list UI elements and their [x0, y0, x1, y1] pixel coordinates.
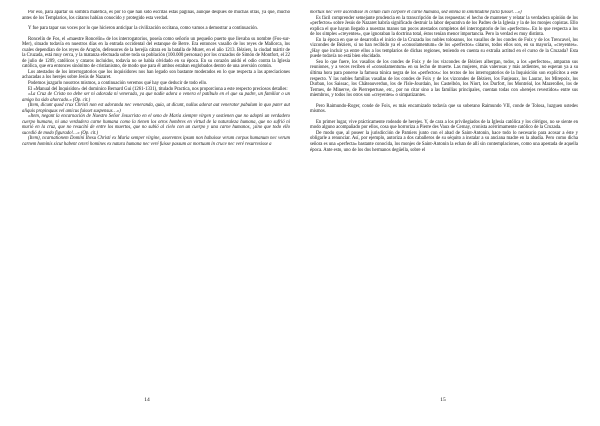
right-page [310, 10, 578, 414]
paragraph: Roncelín de Fos, el «maestre Roncelín» de los interrogatorios, poseía como señorío un pequeño puerto que llevaba su nombre (Fos-sur-Mer), situado todavía en nuestros días en la entrada occidental del estanque de Berre. Era entonces vasallo de los reyes de Mallorca, los cuales dependían de los reyes de Aragón, defensores de la herejía cátara en la batalla de Muret, en el año 1213. Béziers, la ciudad mártir de la Cruzada, está muy cerca, y la matanza efectuada sobre toda su población (100.000 personas) por los cruzados de Simón de Montfort, el 22 de julio de 1209, católicos y cataros incluidos, todavía no se había olvidado en su época. En su corazón anidó el odio contra la Iglesia católica, que era entonces sinónimo de cristianismo, de modo que para él ambos estaban englobados dentro de una aversión común. [22, 36, 290, 70]
page-number-right: 15 [440, 397, 446, 403]
latin-quote: (Item), ncarnationem Domini Ihesu Christi ex Maria semper virgine, asserentes ipsum non habuisse verum corpus humanum nec verum carnem hominis sicut habent ceteri homines ex natura humana nec veré fuisse passum ac mortuum in cruce nec veré resurrexisse a [22, 136, 290, 148]
latin-quote: (Item, dicunt quod crux Christi non est adoranda nec veneranda, quia, ut dicunt, nullus adorat aut venerator pabulum in quo pater aut aliquis propinquus vel amicus fuisset suspensus…») [22, 103, 290, 114]
latin-quote: mortuis nec veré ascendisse in celum cum corpore et carne humana, sed omnia in similitudine facta fuisse!…») [310, 10, 522, 15]
paragraph: El «Manual del Inquisidor» del dominico Bernard Gui (1261-1331), titulado Practica, nos proporciona a este respecto preciosos detalles: [28, 86, 288, 92]
paragraph: Y fue para tapar sus voces por lo que hicieron anticipar la civilización occitana, como vamos a demostrar a continuación. [28, 26, 258, 32]
paragraph: En la época en que se desarrolla el inicio de la Cruzada los nobles tolosanos, los vasallos de los condes de Foix y de los Trencavel, los vizcondes de Béziers, si no han recibido ya el «consolamentum» de los «perfectos» cátaros, todos ellos son, en su mayoría, «creyentes». ¿Hay que incluir ya entre ellos a los templarios de dichas regiones, teniendo en cuenta su extraña actitud en el curso de la Cruzada? Esta puede todavía no está bien elucidado. [310, 37, 578, 60]
quote-paragraph: «La Cruz de Cristo no debe ser ni adorada ni venerada, ya que nadie adora o venera el patíbulo en el que su padre, un familiar o un amigo ha sido ahorcado.» (Op. cit.) [22, 92, 290, 103]
left-page [22, 10, 290, 414]
paragraph: Por eso, para apartar su sombra maléfica, es por lo que han sido escritas estas páginas, aunque después de muchas otras, ya que, mucho antes de los Templarios, los cátaros habían conocido y protegido esta verdad. [22, 10, 290, 21]
paragraph: Pero Raimundo-Roger, conde de Foix, es más encarnizado todavía que su soberano Raimundo VII, conde de Tolosa, luzguen ustedes mismos. [310, 103, 578, 115]
paragraph: En primer lugar, vive prácticamente rodeado de herejes. Y, de cara a los privilegiados de la Iglesia católica y los clérigos, no se siente en modo alguno acompañado por ellos, cosa que horroriza a Pierre des Vaux de Cernay, cronista acérrimamente católico de la Cruzada. [310, 119, 578, 131]
quote-paragraph: «Item, negant la encarnación de Nuestro Señor Jesucristo en el seno de María siempre virgen y sostienen que no adoptó un verdadero cuerpo humano, ni una verdadera carne humana como la tienen los otros hombres en virtud de la naturaleza humana, que no sufrió ni murió en la cruz, que no resucitó de entre los muertos, que no subió al cielo con un cuerpo y una carne humanos, ¡sino que todo ello sucedió de modo figurado!…» (Op. cit.) [22, 114, 290, 136]
paragraph: Podemos juzgarlo nosotros mismos, a continuación veremos qué hay que deducir de todo ello. [28, 81, 208, 87]
page-number-left: 14 [144, 397, 150, 403]
paragraph: Sea lo que fuere, los vasallos de los condes de Foix y de los vizcondes de Béziers albergan, todos, a los «perfectos», amparan sus reuniones, y a veces reciben el «consolamentum» en su lecho de muerte. Las mujeres, más valerosas y más ardientes, no esperan ya a su última hora para ponerse la famosa túnica negra de los «perfectos»: los textos de los interrogatorios de la Inquisición son explícitos a este respecto. Y las nobles familias vasallas de los condes de Foix y de los vizcondes de Béziers, los Fanjeaux, los Laurac, los Mirepoix, los Durban, los Saissac, los Châteauverdun, los de l'Isle-Jourdain, los Castelbón, los Niort, los Durfort, los Montréal, los Mazerolles, los de Termes, de Minerve, de Pierrepertuse, etc., por no citar sino a las familias principales, cuentan todas con «herejes revestidos» entre sus miembros, y todos los otros son «creyentes» o simpatizantes. [310, 59, 578, 99]
paragraph: Los atestados de los interrogatorios que los inquisidores nos han legado son bastante moderados en lo que respecta a las apreciaciones achacadas a los herejes sobre Jesús de Nazaret. [22, 69, 290, 81]
paragraph: De modo que, al poseer la jurisdicción de Pamiers junto con el abad de Saint-Antonin, hace todo lo necesario para acosar a éste y obligarle a renunciar. Así, por ejemplo, autoriza a dos caballeros de su séquito a instalar a su anciana madre en la abadía. Pero como dicha señora es una «perfecta» bastante conocida, los monjes de Saint-Antonin la echan de allí sin contemplaciones, como una apestada de aquella época. Ante esto, uno de los dos hermanos degüella, sobre el [310, 130, 578, 153]
paragraph: Es fácil comprender semejante prudencia en la transcripción de las respuestas: el hecho de mantener y relatar la verdadera opinión de los «perfectos» sobre Jesús de Nazaret habría significado destruir la labor depurativa de los Padres de la Iglesia y la de los monjes copistas. Ello explica el que hayan llegado a nuestras manos tan pocos atestados completos del interrogatorio de los «perfectos». En lo que respecta a los de los simples «creyentes», que ignoraban la doctrina total, éstos tenían menor importancia. Pero la verdad es muy distinta. [310, 15, 578, 38]
